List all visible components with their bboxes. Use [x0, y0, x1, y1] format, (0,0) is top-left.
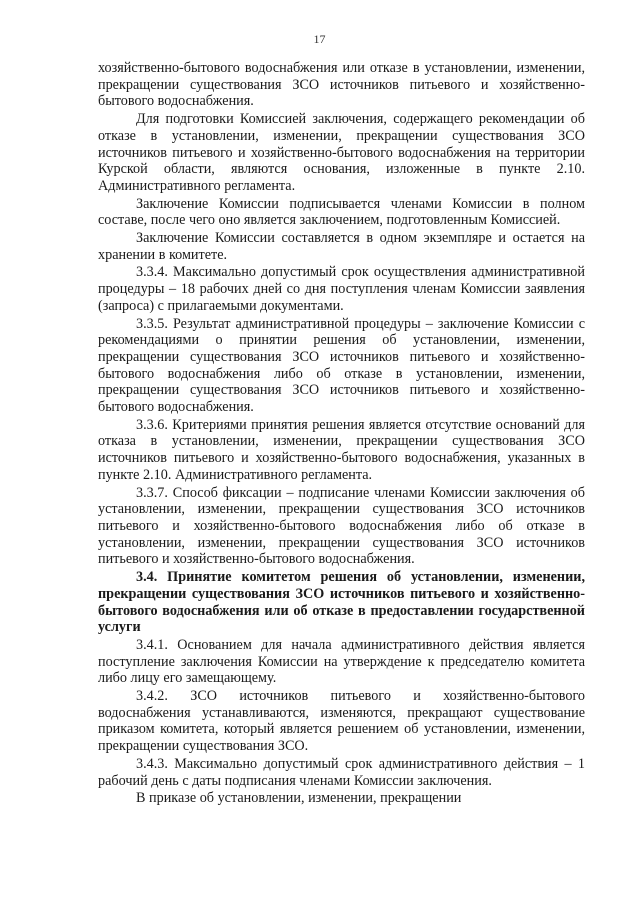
paragraph-3-3-7: 3.3.7. Способ фиксации – подписание членами Комиссии заключения об установлении, изменении, прекращении существования ЗСО источников питьевого и хозяйственно-бытового водоснабжения либо об отказе в установлении, изменении, прекращении существования ЗСО источников питьевого и хозяйственно-бытового водоснабжения.	[98, 484, 585, 568]
paragraph-3-3-6: 3.3.6. Критериями принятия решения является отсутствие оснований для отказа в установлении, изменении, прекращении существования ЗСО источников питьевого и хозяйственно-бытового водоснабжения, указанных в пункте 2.10. Административного регламента.	[98, 416, 585, 483]
document-body	[98, 60, 585, 808]
paragraph-continuation: хозяйственно-бытового водоснабжения или отказе в установлении, изменении, прекращении существования ЗСО источников питьевого и хозяйственно-бытового водоснабжения.	[98, 60, 585, 110]
paragraph-truncated: В приказе об установлении, изменении, прекращении	[136, 790, 462, 807]
paragraph: Для подготовки Комиссией заключения, содержащего рекомендации об отказе в установлении, изменении, прекращении существования ЗСО источников питьевого и хозяйственно-бытового водоснабжения на территории Курской области, являются основания, изложенные в пункте 2.10. Административного регламента.	[98, 111, 585, 194]
paragraph-3-3-5: 3.3.5. Результат административной процедуры – заключение Комиссии с рекомендациями о принятии решения об установлении, изменении, прекращении существования ЗСО источников питьевого и хозяйственно-бытового водоснабжения либо об отказе в установлении, изменении, прекращении существования ЗСО источников питьевого и хозяйственно-бытового водоснабжения.	[98, 315, 585, 416]
paragraph-3-4-2: 3.4.2. ЗСО источников питьевого и хозяйственно-бытового водоснабжения устанавливаются, изменяются, прекращают существование приказом комитета, который является решением об установлении, изменении, прекращении существования ЗСО.	[98, 688, 585, 755]
paragraph-3-4-3: 3.4.3. Максимально допустимый срок административного действия – 1 рабочий день с даты подписания членами Комиссии заключения.	[98, 755, 585, 789]
page-number: 17	[313, 32, 326, 46]
paragraph: Заключение Комиссии подписывается членами Комиссии в полном составе, после чего оно является заключением, подготовленным Комиссией.	[98, 195, 585, 229]
paragraph: Заключение Комиссии составляется в одном экземпляре и остается на хранении в комитете.	[98, 230, 585, 263]
paragraph-3-3-4: 3.3.4. Максимально допустимый срок осуществления административной процедуры – 18 рабочих дней со дня поступления членам Комиссии заявления (запроса) с прилагаемыми документами.	[98, 264, 585, 314]
section-heading-3-4: 3.4. Принятие комитетом решения об установлении, изменении, прекращении существования ЗСО источников питьевого и хозяйственно-бытового водоснабжения или об отказе в предоставлении государственной услуги	[98, 569, 585, 636]
paragraph-3-4-1: 3.4.1. Основанием для начала административного действия является поступление заключения Комиссии на утверждение к председателю комитета либо лицу его замещающему.	[98, 636, 585, 687]
